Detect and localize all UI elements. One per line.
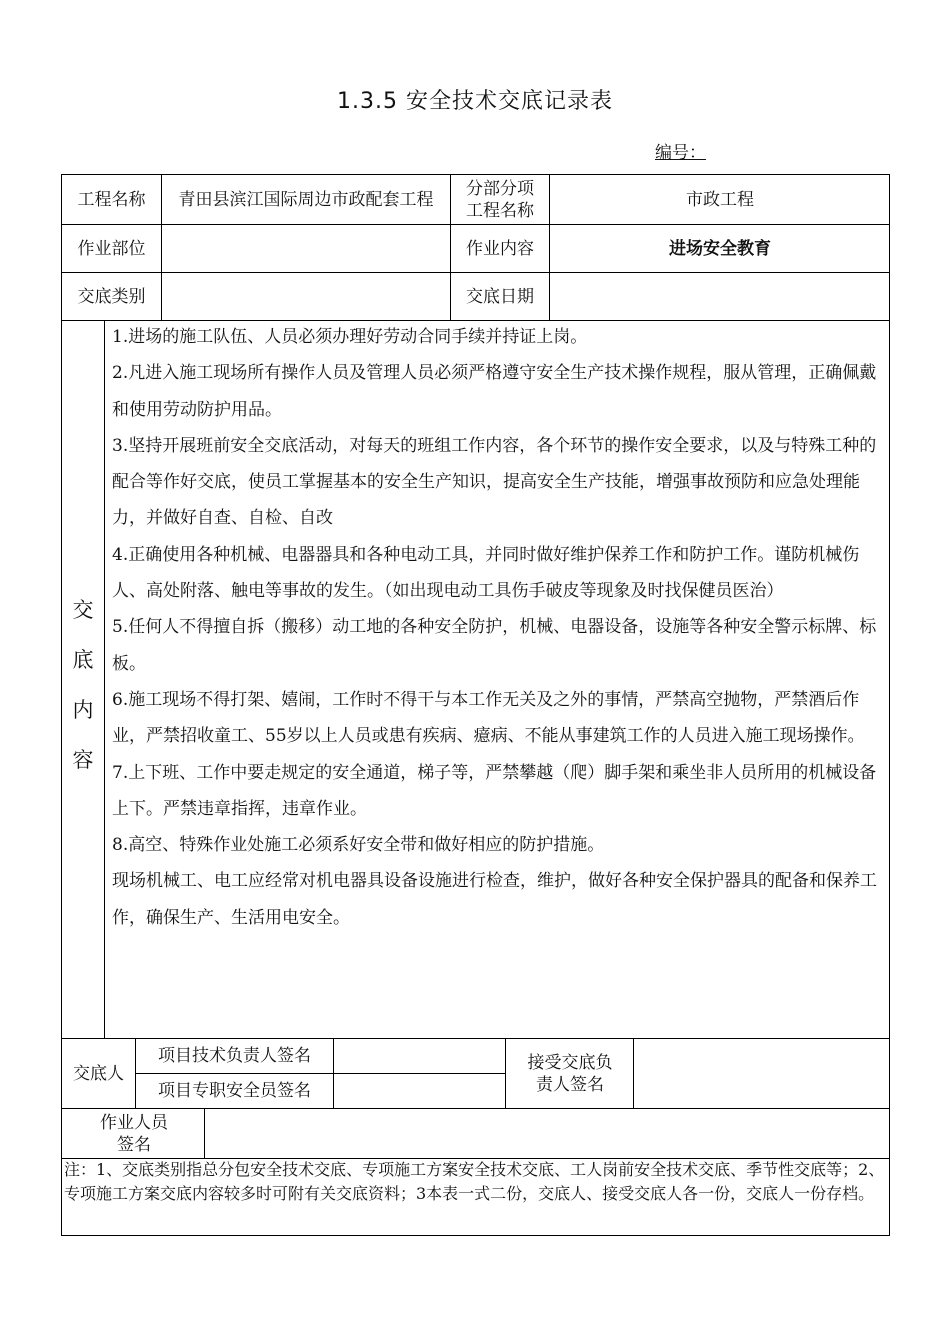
footnote: 注：1、交底类别指总分包安全技术交底、专项施工方案安全技术交底、工人岗前安全技术交底、季节性交底等；2、专项施工方案交底内容较多时可附有关交底资料；3本表一式二份，交底人、接受交底人各一份，交底人一份存档。 [64, 1160, 885, 1203]
col-divider [104, 320, 105, 1038]
content-section-label [62, 585, 104, 785]
workers-sign-field[interactable] [205, 1109, 890, 1158]
receiver-sign-label: 接受交底负责人签名 [527, 1052, 613, 1095]
project-name-label: 工程名称 [77, 189, 146, 210]
project-name-value: 青田县滨江国际周边市政配套工程 [178, 189, 434, 210]
col-divider [505, 1038, 506, 1108]
safety-officer-sign-label: 项目专职安全员签名 [158, 1081, 311, 1101]
content-label-char: 交 [72, 598, 94, 622]
receiver-sign-field[interactable] [634, 1039, 890, 1108]
sub-project-label: 分部分项工程名称 [466, 178, 534, 221]
tech-lead-sign-label: 项目技术负责人签名 [158, 1046, 311, 1066]
content-paragraph: 5.任何人不得擅自拆（搬移）动工地的各种安全防护，机械、电器设备，设施等各种安全警示标牌、标板。 [112, 617, 877, 674]
handover-person-label: 交底人 [73, 1063, 124, 1084]
work-content-label: 作业内容 [466, 238, 534, 259]
content-paragraph: 现场机械工、电工应经常对机电器具设备设施进行检查，维护，做好各种安全保护器具的配备和保养工作，确保生产、生活用电安全。 [112, 871, 877, 928]
content-paragraph: 3.坚持开展班前安全交底活动，对每天的班组工作内容，各个环节的操作安全要求，以及与特殊工种的配合等作好交底，使员工掌握基本的安全生产知识，提高安全生产技能，增强事故预防和应急处理能力，并做好自查、自检、自改 [112, 435, 877, 529]
content-label-char: 内 [72, 698, 94, 722]
content-paragraph: 2.凡进入施工现场所有操作人员及管理人员必须严格遵守安全生产技术操作规程，服从管理，正确佩戴和使用劳动防护用品。 [112, 363, 877, 420]
tech-lead-sign-field[interactable] [334, 1039, 505, 1073]
workers-sign-label: 作业人员签名 [100, 1112, 168, 1155]
content-label-char: 容 [72, 748, 94, 772]
work-content-value: 进场安全教育 [669, 238, 771, 259]
code-label: 编号： [655, 143, 706, 163]
page-title: 1.3.5 安全技术交底记录表 [337, 89, 613, 114]
work-location-label: 作业部位 [77, 238, 146, 259]
safety-officer-sign-field[interactable] [334, 1074, 505, 1108]
content-paragraph: 6.施工现场不得打架、嬉闹，工作时不得干与本工作无关及之外的事情，严禁高空抛物，严禁酒后作业，严禁招收童工、55岁以上人员或患有疾病、癔病、不能从事建筑工作的人员进入施工现场操作。 [112, 689, 865, 747]
col-divider [161, 174, 162, 320]
handover-content [112, 319, 880, 936]
content-paragraph: 1.进场的施工队伍、人员必须办理好劳动合同手续并持证上岗。 [112, 327, 588, 347]
sub-project-value: 市政工程 [686, 189, 754, 210]
handover-date-label: 交底日期 [466, 286, 534, 307]
content-paragraph: 8.高空、特殊作业处施工必须系好安全带和做好相应的防护措施。 [112, 835, 605, 856]
content-label-char: 底 [72, 648, 94, 672]
content-paragraph: 4.正确使用各种机械、电器器具和各种电动工具，并同时做好维护保养工作和防护工作。谨防机械伤人、高处附落、触电等事故的发生。（如出现电动工具伤手破皮等现象及时找保健员医治） [112, 544, 860, 602]
content-paragraph: 7.上下班、工作中要走规定的安全通道，梯子等，严禁攀越（爬）脚手架和乘坐非人员所用的机械设备上下。严禁违章指挥，违章作业。 [112, 762, 877, 819]
handover-type-label: 交底类别 [77, 286, 146, 307]
